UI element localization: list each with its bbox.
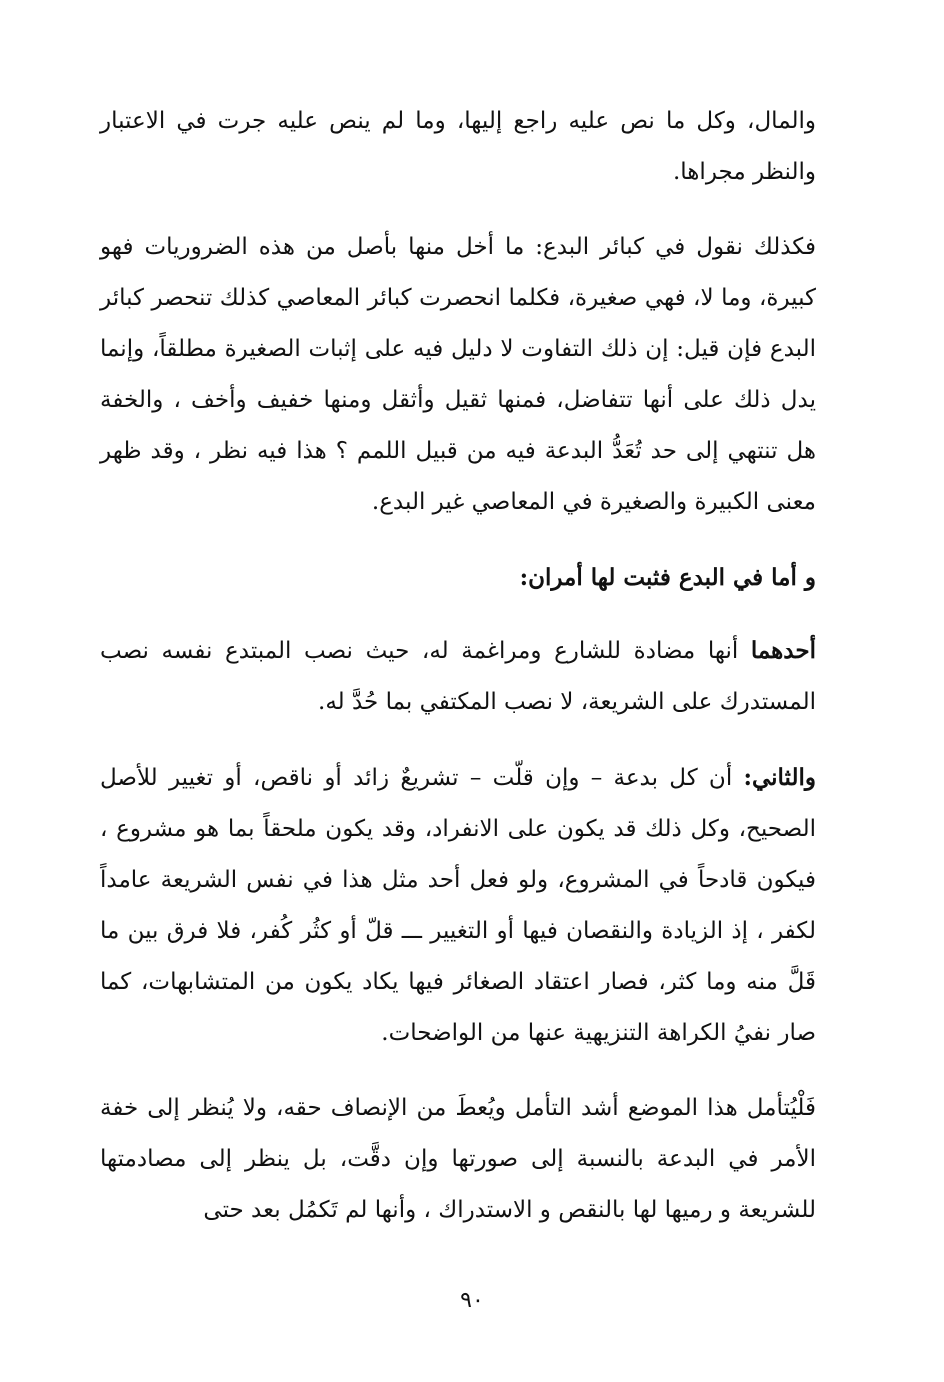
paragraph-1-text: والمال، وكل ما نص عليه راجع إليها، وما لم ينص عليه جرت في الاعتبار والنظر مجراها.: [100, 108, 816, 185]
closing-paragraph: [100, 1083, 816, 1236]
paragraph-1: [100, 96, 816, 198]
paragraph-2: [100, 222, 816, 528]
section-heading: و أما في البدع فثبت لها أمران:: [519, 564, 816, 591]
second-item-text: أن كل بدعة – وإن قلّت – تشريعٌ زائد أو ناقص، أو تغيير للأصل الصحيح، وكل ذلك قد يكون على الانفراد، وقد يكون ملحقاً بما هو مشروع ، فيكون قادحاً في المشروع، ولو فعل أحد مثل هذا في نفس الشريعة عامداً لكفر ، إذ الزيادة والنقصان فيها أو التغيير ـــ قلّ أو كثُر كُفر، فلا فرق بين ما قَلَّ منه وما كثر، فصار اعتقاد الصغائر فيها يكاد يكون من المتشابهات، كما صار نفيُ الكراهة التنزيهية عنها من الواضحات.: [100, 765, 817, 1046]
paragraph-2-text: فكذلك نقول في كبائر البدع: ما أخل منها بأصل من هذه الضروريات فهو كبيرة، وما لا، فهي صغيرة، فكلما انحصرت كبائر المعاصي كذلك تنحصر كبائر البدع فإن قيل: إن ذلك التفاوت لا دليل فيه على إثبات الصغيرة مطلقاً، وإنما يدل ذلك على أنها تتفاضل، فمنها ثقيل وأثقل ومنها خفيف وأخف ، والخفة هل تنتهي إلى حد تُعَدُّ البدعة فيه من قبيل اللمم ؟ هذا فيه نظر ، وقد ظهر معنى الكبيرة والصغيرة في المعاصي غير البدع.: [100, 234, 816, 515]
first-item: [100, 625, 816, 728]
first-item-text: أنها مضادة للشارع ومراغمة له، حيث نصب المبتدع نفسه نصب المستدرك على الشريعة، لا نصب المكتفي بما حُدَّ له.: [100, 638, 816, 715]
first-item-lead: أحدهما: [750, 637, 816, 664]
page-body: [100, 96, 816, 1260]
second-item-lead: والثاني:: [743, 764, 816, 791]
second-item: [100, 752, 816, 1059]
closing-paragraph-text: فَلْيُتأمل هذا الموضع أشد التأمل ويُعطَ من الإنصاف حقه، ولا يُنظر إلى خفة الأمر في البدعة بالنسبة إلى صورتها وإن دقَّت، بل ينظر إلى مصادمتها للشريعة و رميها لها بالنقص و الاستدراك ، وأنها لم تَكمُل بعد حتى: [100, 1095, 816, 1223]
page-number: ٩٠: [460, 1288, 484, 1313]
